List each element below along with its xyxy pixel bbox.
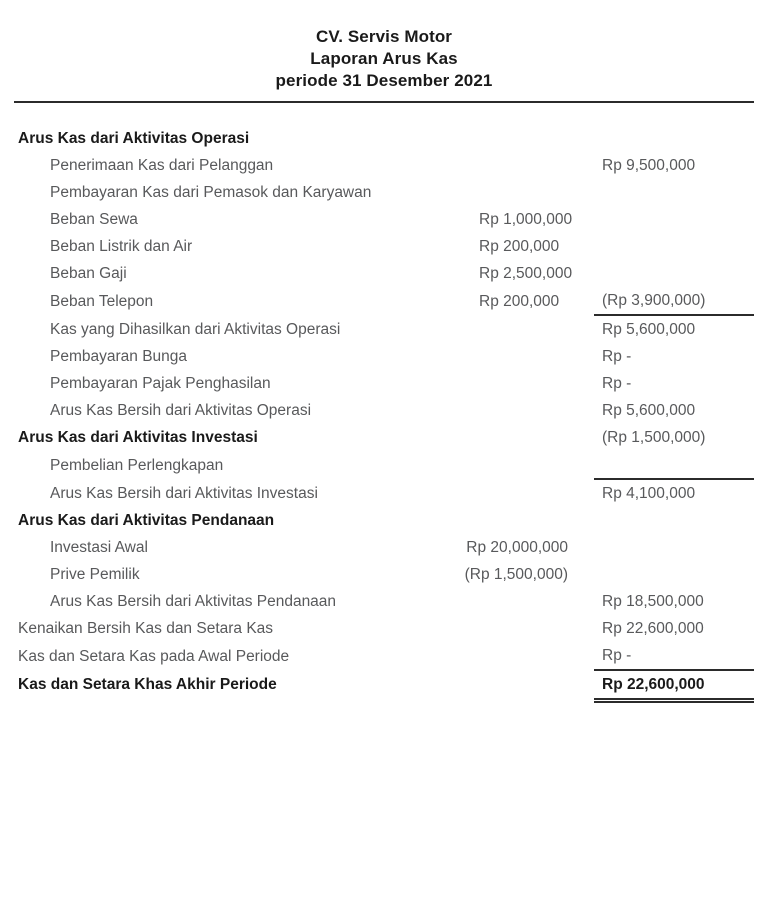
row-amount-secondary: Rp 20,000,000 [466, 539, 568, 556]
row-label: Arus Kas Bersih dari Aktivitas Investasi [50, 485, 318, 502]
statement-row [14, 397, 754, 424]
statement-row [14, 424, 754, 451]
row-amount-secondary [434, 397, 594, 424]
statement-row [14, 125, 754, 152]
statement-row [14, 588, 754, 615]
cash-flow-table [14, 125, 754, 698]
row-amount-secondary: Rp 1,000,000 [479, 211, 573, 228]
statement-row [14, 370, 754, 397]
cash-flow-table-body [14, 125, 754, 698]
report-period: periode 31 Desember 2021 [275, 71, 493, 90]
row-amount-primary [594, 206, 754, 233]
row-amount-primary: Rp - [602, 348, 632, 365]
row-amount-primary: Rp 5,600,000 [602, 402, 696, 419]
row-label: Kas dan Setara Khas Akhir Periode [18, 676, 277, 693]
statement-row [14, 534, 754, 561]
statement-row [14, 206, 754, 233]
row-label: Arus Kas dari Aktivitas Operasi [18, 130, 250, 147]
row-amount-primary: Rp 22,600,000 [594, 670, 754, 698]
row-amount-primary [594, 260, 754, 287]
row-label: Kas dan Setara Kas pada Awal Periode [18, 648, 290, 665]
row-amount-primary [594, 534, 754, 561]
document-header [0, 0, 768, 92]
row-amount-secondary: Rp 200,000 [479, 293, 560, 310]
row-amount-secondary: Rp 2,500,000 [479, 265, 573, 282]
row-label: Beban Telepon [50, 293, 154, 310]
row-label: Pembayaran Bunga [50, 348, 188, 365]
row-amount-secondary [434, 451, 594, 479]
row-amount-secondary [434, 125, 594, 152]
row-label: Arus Kas Bersih dari Aktivitas Pendanaan [50, 593, 337, 610]
statement-row [14, 343, 754, 370]
row-label: Arus Kas dari Aktivitas Investasi [18, 429, 258, 446]
row-amount-primary: (Rp 3,900,000) [594, 287, 754, 315]
row-amount-primary [594, 233, 754, 260]
statement-row [14, 615, 754, 642]
row-label: Pembayaran Pajak Penghasilan [50, 375, 271, 392]
row-amount-primary [594, 125, 754, 152]
row-label: Investasi Awal [50, 539, 148, 556]
company-name: CV. Servis Motor [315, 27, 453, 46]
statement-row [14, 479, 754, 507]
row-amount-secondary [434, 479, 594, 507]
row-amount-primary: Rp 22,600,000 [602, 620, 704, 637]
row-amount-primary: Rp 5,600,000 [602, 321, 696, 338]
row-amount-primary: Rp 18,500,000 [602, 593, 704, 610]
row-label: Beban Sewa [50, 211, 138, 228]
statement-row [14, 642, 754, 670]
statement-row [14, 152, 754, 179]
row-label: Penerimaan Kas dari Pelanggan [50, 157, 274, 174]
row-amount-primary [594, 561, 754, 588]
row-amount-secondary [434, 615, 594, 642]
row-amount-secondary: (Rp 1,500,000) [464, 566, 568, 583]
row-amount-primary [594, 451, 754, 479]
statement-row [14, 670, 754, 698]
row-amount-primary [594, 507, 754, 534]
row-label: Pembayaran Kas dari Pemasok dan Karyawan [50, 184, 372, 201]
report-title: Laporan Arus Kas [310, 49, 458, 68]
row-label: Kenaikan Bersih Kas dan Setara Kas [18, 620, 274, 637]
row-amount-secondary [434, 179, 594, 206]
statement-row [14, 260, 754, 287]
statement-row [14, 315, 754, 343]
statement-row [14, 179, 754, 206]
row-label: Pembelian Perlengkapan [50, 457, 224, 474]
row-amount-secondary [434, 670, 594, 698]
row-label: Beban Gaji [50, 265, 127, 282]
header-divider [14, 101, 754, 103]
row-amount-primary: Rp - [602, 375, 632, 392]
row-label: Arus Kas dari Aktivitas Pendanaan [18, 512, 275, 529]
statement-row [14, 507, 754, 534]
row-amount-primary: (Rp 1,500,000) [602, 429, 706, 446]
row-amount-primary: Rp 9,500,000 [602, 157, 696, 174]
row-amount-primary: Rp - [602, 647, 632, 664]
statement-row [14, 287, 754, 315]
statement-row [14, 561, 754, 588]
row-amount-secondary [434, 370, 594, 397]
row-label: Beban Listrik dan Air [50, 238, 193, 255]
row-amount-secondary: Rp 200,000 [479, 238, 560, 255]
row-amount-primary [594, 179, 754, 206]
row-amount-secondary [434, 343, 594, 370]
row-amount-secondary [434, 507, 594, 534]
row-amount-secondary [434, 315, 594, 343]
row-label: Arus Kas Bersih dari Aktivitas Operasi [50, 402, 312, 419]
row-amount-primary: Rp 4,100,000 [602, 485, 696, 502]
row-amount-secondary [434, 424, 594, 451]
row-label: Prive Pemilik [50, 566, 140, 583]
row-label: Kas yang Dihasilkan dari Aktivitas Operasi [50, 321, 341, 338]
statement-row [14, 451, 754, 479]
row-amount-secondary [434, 152, 594, 179]
statement-row [14, 233, 754, 260]
row-amount-secondary [434, 588, 594, 615]
row-amount-secondary [434, 642, 594, 670]
